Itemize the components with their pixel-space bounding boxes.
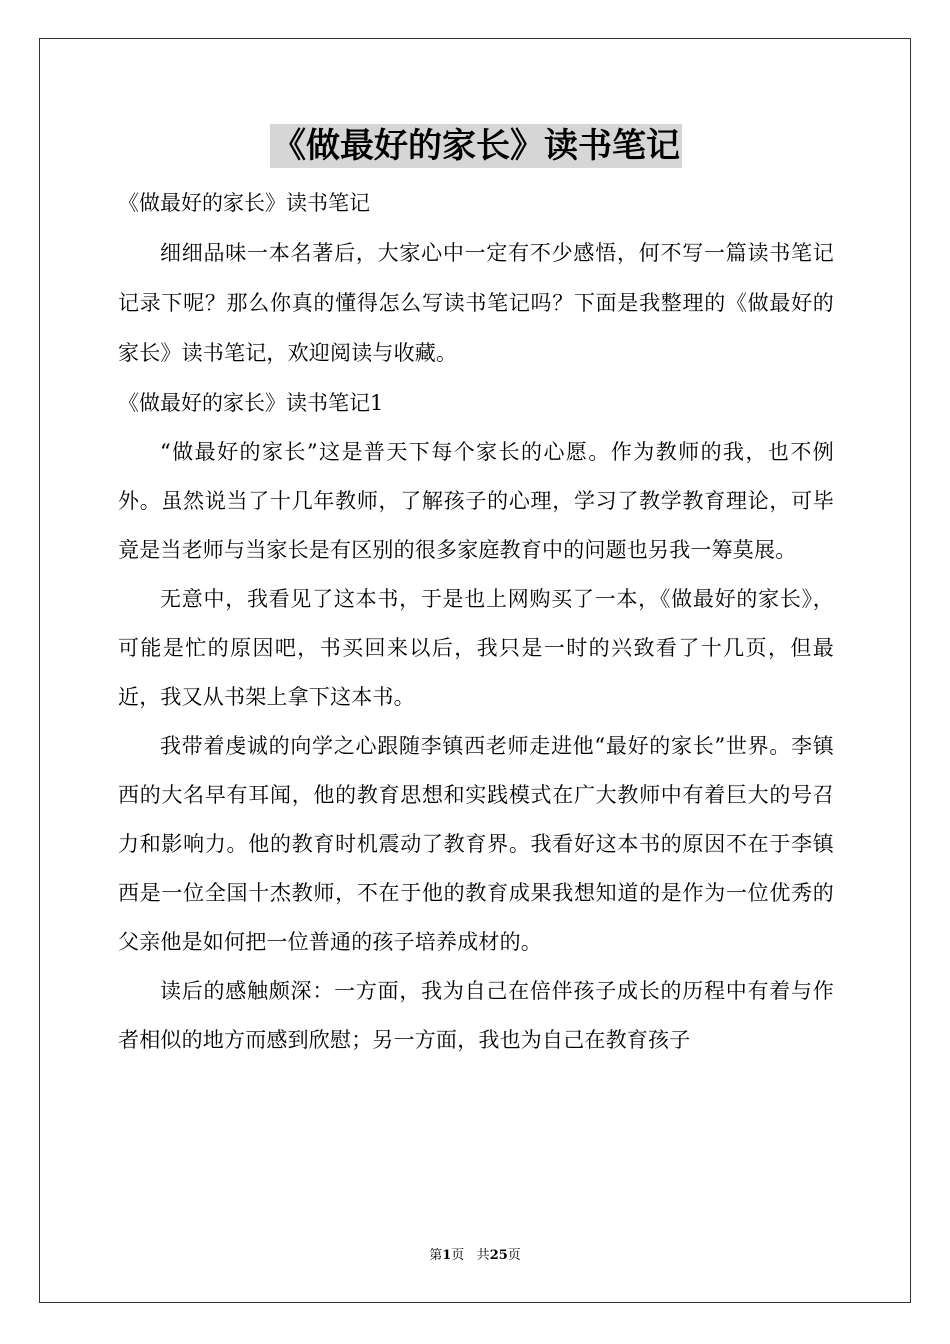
total-suffix: 页 [507, 1248, 521, 1263]
page-suffix: 页 [451, 1248, 465, 1263]
title-container [118, 124, 834, 170]
section-heading: 《做最好的家长》读书笔记1 [118, 391, 384, 415]
body-paragraph: 我带着虔诚的向学之心跟随李镇西老师走进他“最好的家长”世界。李镇西的大名早有耳闻，他的教育思想和实践模式在广大教师中有着巨大的号召力和影响力。他的教育时机震动了教育界。我看好这本书的原因不在于李镇西是一位全国十杰教师，不在于他的教育成果我想知道的是作为一位优秀的父亲他是如何把一位普通的孩子培养成材的。 [118, 734, 834, 954]
document-body [118, 124, 834, 1065]
body-paragraph: 读后的感触颇深：一方面，我为自己在倍伴孩子成长的历程中有着与作者相似的地方而感到欣慰；另一方面，我也为自己在教育孩子 [118, 979, 834, 1052]
body-paragraph: 无意中，我看见了这本书，于是也上网购买了一本，《做最好的家长》，可能是忙的原因吧，书买回来以后，我只是一时的兴致看了十几页，但最近，我又从书架上拿下这本书。 [118, 587, 834, 709]
total-pages: 25 [489, 1248, 508, 1263]
total-prefix: 共 [476, 1248, 490, 1263]
document-title: 《做最好的家长》读书笔记 [272, 126, 680, 166]
body-paragraph: “做最好的家长”这是普天下每个家长的心愿。作为教师的我，也不例外。虽然说当了十几年教师，了解孩子的心理，学习了教学教育理论，可毕竟是当老师与当家长是有区别的很多家庭教育中的问题也另我一筹莫展。 [118, 440, 834, 562]
page-prefix: 第 [429, 1248, 443, 1263]
document-subtitle: 《做最好的家长》读书笔记 [118, 191, 370, 215]
intro-paragraph: 细细品味一本名著后，大家心中一定有不少感悟，何不写一篇读书笔记记录下呢？那么你真的懂得怎么写读书笔记吗？下面是我整理的《做最好的家长》读书笔记，欢迎阅读与收藏。 [118, 241, 834, 365]
page-number: 1 [442, 1248, 452, 1263]
page-footer [0, 1244, 950, 1263]
